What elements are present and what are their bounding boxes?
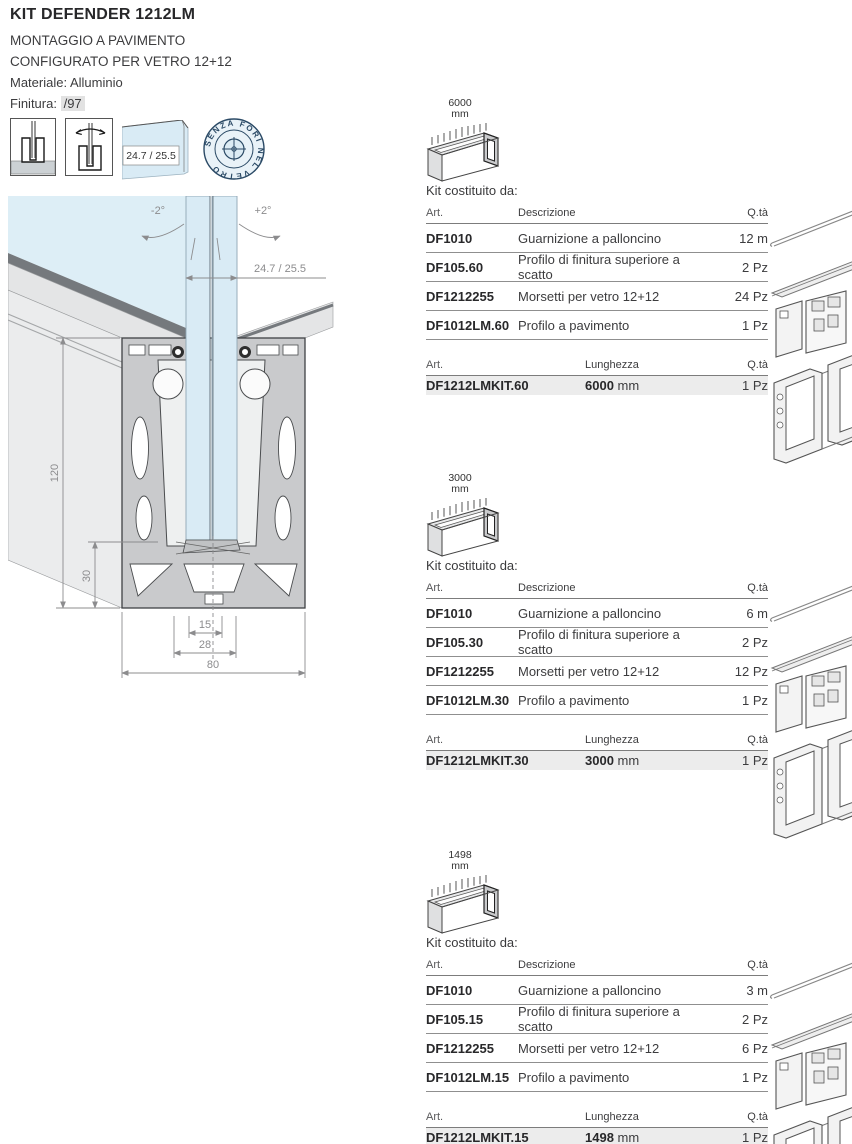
finish-value-chip: /97 — [61, 96, 85, 111]
cell-desc: Morsetti per vetro 12+12 — [518, 663, 660, 679]
header-lunghezza: Lunghezza — [585, 734, 639, 746]
thumb-length-unit: mm — [451, 483, 469, 495]
cell-art: DF105.15 — [426, 1011, 484, 1027]
stamp-text: SENZA FORI NEL VETRO — [203, 118, 266, 181]
cell-art: DF1212255 — [426, 288, 494, 304]
cell-art: DF1010 — [426, 230, 473, 246]
finish-line — [10, 93, 232, 114]
kit-length-value: 3000 — [585, 753, 614, 768]
cell-art: DF1012LM.60 — [426, 317, 510, 333]
cell-desc: Profilo di finitura superiore a scatto — [518, 627, 680, 657]
profile-thumbnail — [426, 494, 504, 560]
cell-kit-art: DF1212LMKIT.30 — [426, 753, 529, 768]
header-art: Art. — [426, 207, 444, 219]
cell-kit-qty: 1 Pz — [741, 378, 768, 393]
glass-thickness-icon-label: 24.7 / 25.5 — [126, 150, 176, 162]
table-row — [426, 282, 768, 311]
cell-desc: Profilo a pavimento — [518, 1069, 630, 1085]
kit-table-header — [426, 359, 768, 376]
components-table — [426, 959, 768, 1092]
dim-label-plus2: +2° — [254, 205, 272, 217]
header-lunghezza: Lunghezza — [585, 1111, 639, 1123]
dim-label-30: 30 — [81, 569, 93, 583]
component-images — [768, 572, 852, 847]
no-holes-stamp-icon — [201, 116, 267, 182]
kit-intro: Kit costituito da: — [426, 558, 518, 573]
adjustable-glass-icon — [65, 118, 113, 176]
header-art: Art. — [426, 359, 444, 371]
cell-desc: Profilo di finitura superiore a scatto — [518, 252, 680, 282]
table-row — [426, 1063, 768, 1092]
components-table-header — [426, 207, 768, 224]
header-art: Art. — [426, 582, 444, 594]
dim-label-15: 15 — [198, 619, 212, 631]
header-qty: Q.tà — [747, 207, 768, 219]
dim-label-28: 28 — [198, 639, 212, 651]
header-descrizione: Descrizione — [518, 582, 576, 594]
profile-thumbnail — [426, 119, 504, 185]
thumb-length-label — [428, 98, 492, 120]
table-row — [426, 686, 768, 715]
dim-label-thickness: 24.7 / 25.5 — [254, 263, 306, 275]
kit-code-row — [426, 376, 768, 395]
header-qty: Q.tà — [747, 582, 768, 594]
table-row — [426, 311, 768, 340]
kit-code-row — [426, 1128, 768, 1144]
table-row — [426, 628, 768, 657]
kit-code-table — [426, 1111, 768, 1144]
subtitle-glass-config: CONFIGURATO PER VETRO 12+12 — [10, 54, 232, 69]
dim-label-minus2: -2° — [150, 205, 166, 217]
cell-kit-qty: 1 Pz — [741, 753, 768, 768]
header — [10, 6, 232, 114]
cell-art: DF1010 — [426, 982, 473, 998]
cell-kit-qty: 1 Pz — [741, 1130, 768, 1144]
components-table-header — [426, 959, 768, 976]
cell-desc: Profilo a pavimento — [518, 317, 630, 333]
cell-qty: 6 m — [746, 605, 768, 621]
cell-art: DF1010 — [426, 605, 473, 621]
table-row — [426, 1034, 768, 1063]
page-title: KIT DEFENDER 1212LM — [10, 6, 196, 23]
cell-kit-art: DF1212LMKIT.15 — [426, 1130, 529, 1144]
header-qty: Q.tà — [747, 359, 768, 371]
table-row — [426, 976, 768, 1005]
cell-qty: 2 Pz — [741, 634, 768, 650]
technical-cross-section-drawing — [8, 196, 340, 696]
table-row — [426, 253, 768, 282]
cell-qty: 1 Pz — [741, 1069, 768, 1085]
subtitle-mounting: MONTAGGIO A PAVIMENTO — [10, 33, 186, 48]
component-images — [768, 949, 852, 1144]
table-row — [426, 1005, 768, 1034]
kit-code-row — [426, 751, 768, 770]
cell-art: DF1012LM.30 — [426, 692, 510, 708]
dim-label-120: 120 — [49, 463, 61, 483]
kit-table-header — [426, 734, 768, 751]
thumb-length-unit: mm — [451, 860, 469, 872]
components-table — [426, 582, 768, 715]
cell-art: DF105.60 — [426, 259, 484, 275]
finish-label: Finitura: — [10, 96, 57, 111]
cell-kit-length — [585, 1130, 718, 1144]
cell-kit-art: DF1212LMKIT.60 — [426, 378, 529, 393]
cell-kit-length — [585, 378, 718, 393]
thumb-length-label — [428, 473, 492, 495]
cell-art: DF1212255 — [426, 663, 494, 679]
thumb-length-label — [428, 850, 492, 872]
thumb-length-value: 6000 — [448, 97, 472, 109]
components-table-header — [426, 582, 768, 599]
profile-thumbnail — [426, 871, 504, 937]
header-lunghezza: Lunghezza — [585, 359, 639, 371]
kit-table-header — [426, 1111, 768, 1128]
kit-length-value: 1498 — [585, 1130, 614, 1144]
kit-length-value: 6000 — [585, 378, 614, 393]
cell-desc: Guarnizione a palloncino — [518, 230, 662, 246]
kit-length-unit: mm — [613, 1130, 640, 1144]
cell-art: DF105.30 — [426, 634, 484, 650]
component-images — [768, 197, 852, 472]
dim-label-80: 80 — [206, 659, 220, 671]
thumb-length-value: 1498 — [448, 849, 472, 861]
kit-code-table — [426, 359, 768, 395]
floor-mount-icon — [10, 118, 56, 176]
kit-code-table — [426, 734, 768, 770]
cell-desc: Guarnizione a palloncino — [518, 605, 662, 621]
cell-qty: 1 Pz — [741, 692, 768, 708]
kit-section-1498 — [426, 849, 852, 1144]
header-qty: Q.tà — [747, 1111, 768, 1123]
material-label: Materiale: — [10, 75, 68, 90]
material-line — [10, 72, 232, 93]
cell-art: DF1012LM.15 — [426, 1069, 510, 1085]
table-row — [426, 599, 768, 628]
header-descrizione: Descrizione — [518, 959, 576, 971]
table-row — [426, 657, 768, 686]
cell-qty: 12 m — [739, 230, 768, 246]
kit-section-3000 — [426, 472, 852, 847]
glass-thickness-icon — [122, 120, 192, 180]
cell-qty: 2 Pz — [741, 259, 768, 275]
table-row — [426, 224, 768, 253]
header-descrizione: Descrizione — [518, 207, 576, 219]
cell-desc: Profilo di finitura superiore a scatto — [518, 1004, 680, 1034]
components-table — [426, 207, 768, 340]
header-qty: Q.tà — [747, 959, 768, 971]
cell-desc: Guarnizione a palloncino — [518, 982, 662, 998]
cell-desc: Morsetti per vetro 12+12 — [518, 288, 660, 304]
header-qty: Q.tà — [747, 734, 768, 746]
cell-qty: 24 Pz — [734, 288, 768, 304]
kit-length-unit: mm — [613, 378, 640, 393]
cell-qty: 6 Pz — [741, 1040, 768, 1056]
header-art: Art. — [426, 734, 444, 746]
kit-section-6000 — [426, 97, 852, 472]
cell-desc: Profilo a pavimento — [518, 692, 630, 708]
cell-art: DF1212255 — [426, 1040, 494, 1056]
kit-intro: Kit costituito da: — [426, 935, 518, 950]
kit-intro: Kit costituito da: — [426, 183, 518, 198]
cell-kit-length — [585, 753, 718, 768]
cell-qty: 12 Pz — [734, 663, 768, 679]
thumb-length-value: 3000 — [448, 472, 472, 484]
pictogram-row — [10, 118, 267, 182]
cell-qty: 1 Pz — [741, 317, 768, 333]
cell-qty: 2 Pz — [741, 1011, 768, 1027]
thumb-length-unit: mm — [451, 108, 469, 120]
material-value: Alluminio — [69, 75, 123, 90]
kit-length-unit: mm — [613, 753, 640, 768]
header-art: Art. — [426, 959, 444, 971]
cell-desc: Morsetti per vetro 12+12 — [518, 1040, 660, 1056]
cell-qty: 3 m — [746, 982, 768, 998]
header-art: Art. — [426, 1111, 444, 1123]
